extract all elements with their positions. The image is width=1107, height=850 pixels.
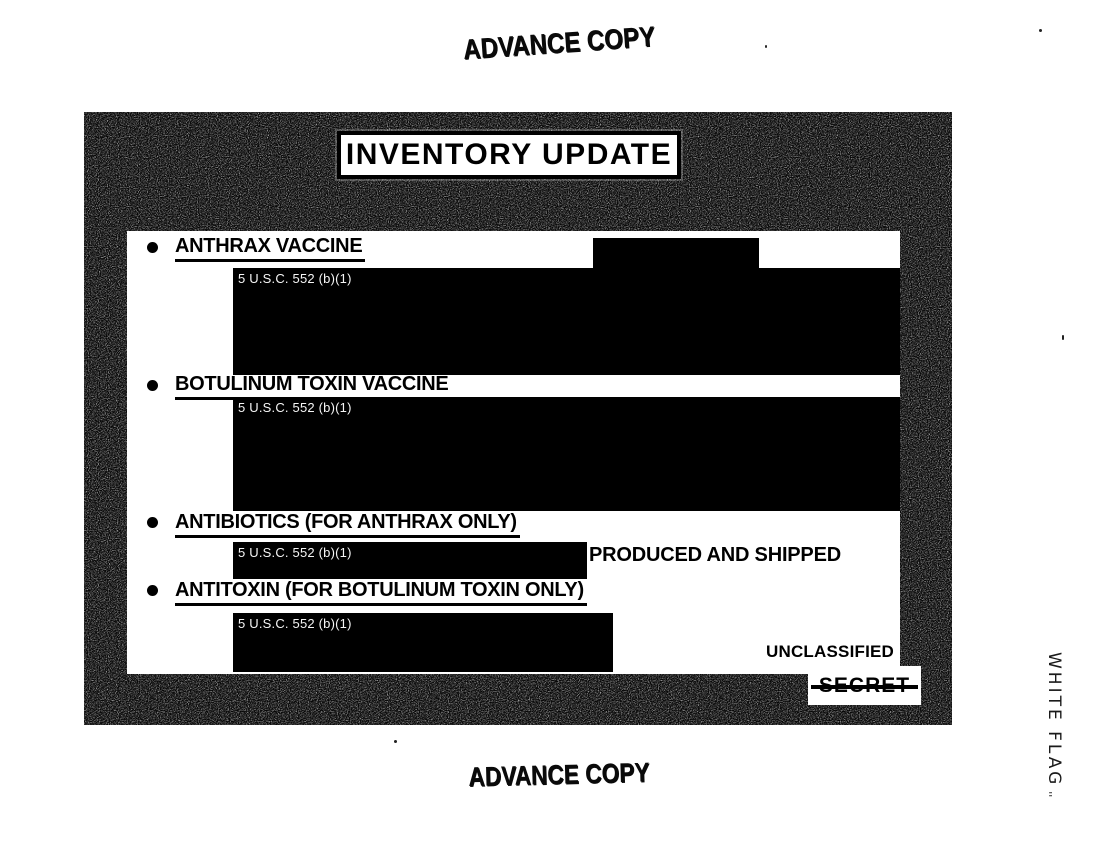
slide-title: INVENTORY UPDATE: [345, 138, 673, 171]
bullet-icon: [147, 380, 158, 391]
scan-speck: [1062, 335, 1064, 340]
scan-speck: [1039, 29, 1042, 32]
secret-marking-box: [808, 666, 921, 705]
strikethrough-line: [811, 685, 918, 689]
advance-copy-stamp-bottom: ADVANCE COPY: [468, 757, 650, 792]
unclassified-marking: UNCLASSIFIED: [766, 642, 895, 661]
advance-copy-stamp-top: ADVANCE COPY: [462, 20, 656, 65]
redaction-box-botulinum: [233, 397, 900, 511]
redaction-box-antitoxin: [233, 613, 613, 672]
scan-speck: [394, 740, 397, 743]
redaction-exemption-label: 5 U.S.C. 552 (b)(1): [238, 271, 352, 286]
section-heading-antitoxin: ANTITOXIN (FOR BOTULINUM TOXIN ONLY): [175, 579, 587, 606]
secret-marking: [819, 674, 910, 698]
slide-title-box: [337, 131, 681, 179]
handwritten-tick-mark: '': [1041, 791, 1054, 798]
handwritten-white-flag-note: [1040, 652, 1064, 802]
bullet-icon: [147, 517, 158, 528]
section-heading-anthrax-vaccine: ANTHRAX VACCINE: [175, 235, 365, 262]
handwritten-note-text: WHITE FLAG: [1044, 652, 1064, 788]
slide-content-panel: [127, 231, 900, 674]
redaction-box-anthrax: [233, 268, 900, 375]
redaction-exemption-label: 5 U.S.C. 552 (b)(1): [238, 400, 352, 415]
redaction-exemption-label: 5 U.S.C. 552 (b)(1): [238, 616, 352, 631]
slide-background: [84, 112, 952, 725]
section-heading-antibiotics: ANTIBIOTICS (FOR ANTHRAX ONLY): [175, 511, 520, 538]
bullet-icon: [147, 585, 158, 596]
section-heading-botulinum-toxin-vaccine: BOTULINUM TOXIN VACCINE: [175, 373, 451, 400]
redaction-box-small: [593, 238, 759, 268]
scan-speck: [765, 45, 767, 48]
redaction-exemption-label: 5 U.S.C. 552 (b)(1): [238, 545, 352, 560]
produced-and-shipped-note: PRODUCED AND SHIPPED: [589, 544, 841, 566]
bullet-icon: [147, 242, 158, 253]
redaction-box-antibiotics: [233, 542, 587, 579]
